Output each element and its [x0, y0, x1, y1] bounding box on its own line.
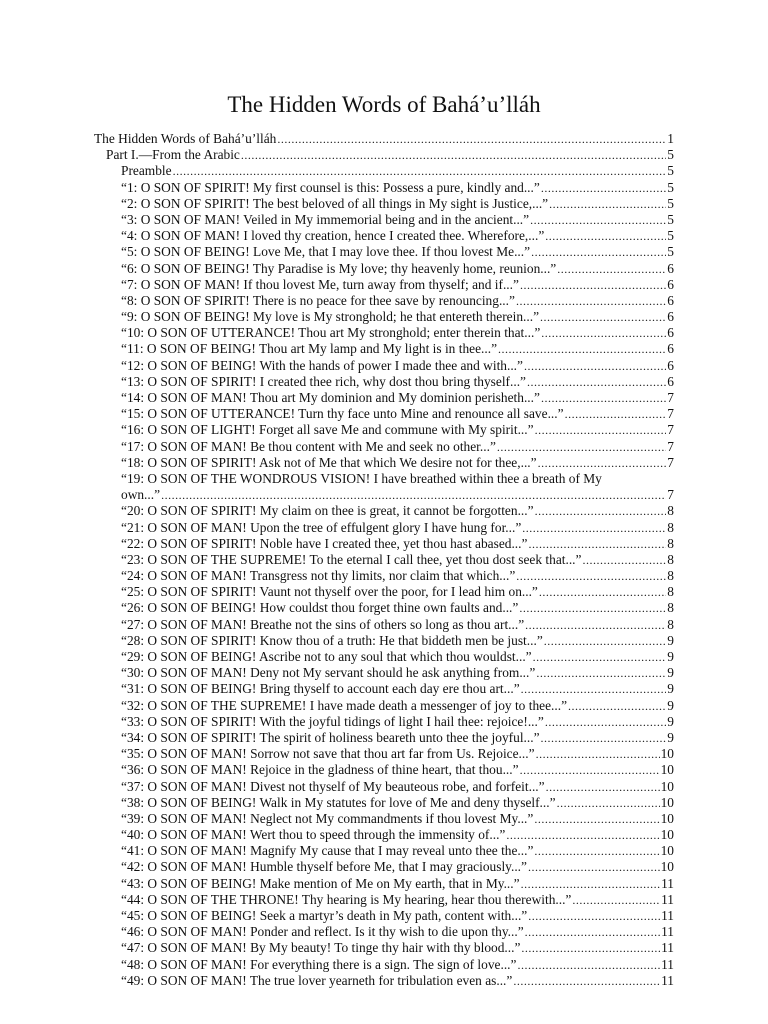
dot-leader: [521, 876, 661, 892]
toc-page-number: 11: [661, 924, 674, 940]
toc-entry[interactable]: [94, 795, 674, 811]
dot-leader: [557, 795, 660, 811]
dot-leader: [557, 261, 666, 277]
toc-page-number: 7: [667, 487, 674, 503]
toc-page-number: 7: [667, 438, 674, 454]
toc-entries-part-2: [94, 503, 674, 989]
dot-leader: [520, 277, 666, 293]
toc-page-number: 8: [667, 519, 674, 535]
toc-entry[interactable]: [94, 908, 674, 924]
toc-page-number: 11: [661, 940, 674, 956]
toc-entry-text: “30: O SON OF MAN! Deny not My servant should he ask anything from...”: [121, 665, 536, 681]
toc-entry-text: “20: O SON OF SPIRIT! My claim on thee is great, it cannot be forgotten...”: [121, 503, 534, 519]
toc-page-number: 5: [667, 244, 674, 260]
dot-leader: [173, 163, 667, 179]
dot-leader: [528, 908, 660, 924]
dot-leader: [517, 957, 660, 973]
toc-page-number: 10: [660, 746, 674, 762]
toc-entry-text: “22: O SON OF SPIRIT! Noble have I created thee, yet thou hast abased...”: [121, 535, 528, 551]
toc-page-number: 11: [661, 875, 674, 891]
toc-entry-text: “47: O SON OF MAN! By My beauty! To tinge thy hair with thy blood...”: [121, 940, 521, 956]
toc-entry-text: “1: O SON OF SPIRIT! My first counsel is this: Possess a pure, kindly and...”: [121, 179, 540, 195]
toc-entry-text: “17: O SON OF MAN! Be thou content with Me and seek no other...”: [121, 438, 496, 454]
toc-entry[interactable]: [94, 374, 674, 390]
dot-leader: [541, 325, 666, 341]
toc-entry[interactable]: [94, 633, 674, 649]
toc-entry-text: “9: O SON OF BEING! My love is My stronghold; he that entereth therein...”: [121, 309, 540, 325]
toc-entry-text: “43: O SON OF BEING! Make mention of Me on My earth, that in My...”: [121, 875, 520, 891]
toc-entry[interactable]: [94, 212, 674, 228]
dot-leader: [534, 811, 659, 827]
toc-entry[interactable]: [94, 859, 674, 875]
toc-entry[interactable]: [94, 568, 674, 584]
dot-leader: [582, 552, 666, 568]
toc-entry[interactable]: [94, 341, 674, 357]
toc-entry[interactable]: [94, 843, 674, 859]
toc-page-number: 6: [667, 373, 674, 389]
toc-page-number: 8: [667, 568, 674, 584]
toc-entry-text: “14: O SON OF MAN! Thou art My dominion and My dominion perisheth...”: [121, 390, 540, 405]
toc-entry[interactable]: [94, 924, 674, 940]
toc-page-number: 1: [667, 131, 674, 146]
toc-entry-text: “39: O SON OF MAN! Neglect not My commandments if thou lovest My...”: [121, 810, 534, 826]
dot-leader: [530, 212, 666, 228]
toc-entry[interactable]: [94, 277, 674, 293]
toc-entry[interactable]: [94, 503, 674, 519]
toc-page-number: 11: [661, 956, 674, 972]
toc-entry[interactable]: [94, 811, 674, 827]
toc-entry-text: “33: O SON OF SPIRIT! With the joyful tidings of light I hail thee: rejoice!...”: [121, 713, 544, 729]
dot-leader: [522, 520, 666, 536]
toc-entry[interactable]: [94, 406, 674, 422]
toc-entry-text: “36: O SON OF MAN! Rejoice in the gladness of thine heart, that thou...”: [121, 762, 519, 778]
toc-page-number: 9: [667, 681, 674, 697]
toc-entry-text: “11: O SON OF BEING! Thou art My lamp and My light is in thee...”: [121, 341, 498, 357]
toc-entry-text: “32: O SON OF THE SUPREME! I have made death a messenger of joy to thee...”: [121, 697, 568, 713]
toc-page-number: 8: [667, 535, 674, 551]
toc-entry-text: “16: O SON OF LIGHT! Forget all save Me and commune with My spirit...”: [121, 422, 534, 438]
toc-entry[interactable]: [94, 957, 674, 973]
toc-entry-text: “13: O SON OF SPIRIT! I created thee rich, why dost thou bring thyself...”: [121, 373, 526, 389]
dot-leader: [535, 422, 667, 438]
toc-page-number: 6: [667, 357, 674, 373]
toc-entry[interactable]: [94, 876, 674, 892]
toc-page-number: 6: [667, 341, 674, 357]
toc-entry-text: “26: O SON OF BEING! How couldst thou forget thine own faults and...”: [121, 600, 519, 616]
toc-page-number: 6: [667, 325, 674, 341]
dot-leader: [513, 973, 660, 989]
toc-page-number: 10: [660, 827, 674, 843]
dot-leader: [525, 617, 666, 633]
toc-page-number: 11: [661, 908, 674, 923]
toc-entry-text: “29: O SON OF BEING! Ascribe not to any soul that which thou wouldst...”: [121, 649, 532, 664]
dot-leader: [535, 503, 667, 519]
toc-entry-text: “35: O SON OF MAN! Sorrow not save that thou art far from Us. Rejoice...”: [121, 746, 535, 762]
dot-leader: [539, 584, 666, 600]
dot-leader: [521, 940, 660, 956]
toc-entry-text: “34: O SON OF SPIRIT! The spirit of holiness beareth unto thee the joyful...”: [121, 729, 540, 745]
toc-entry-text: “6: O SON OF BEING! Thy Paradise is My love; thy heavenly home, reunion...”: [121, 260, 557, 276]
dot-leader: [540, 309, 666, 325]
dot-leader: [277, 131, 666, 147]
dot-leader: [161, 487, 666, 503]
toc-entry[interactable]: [94, 180, 674, 196]
toc-entry-text: “48: O SON OF MAN! For everything there is a sign. The sign of love...”: [121, 956, 517, 972]
toc-entry-text: “10: O SON OF UTTERANCE! Thou art My stronghold; enter therein that...”: [121, 325, 541, 341]
dot-leader: [568, 698, 666, 714]
toc-page-number: 9: [667, 713, 674, 729]
toc-entry[interactable]: [94, 536, 674, 552]
toc-entries-part-1: [94, 131, 674, 471]
toc-entry[interactable]: [94, 762, 674, 778]
toc-entry-19-line2[interactable]: [94, 487, 674, 503]
toc-entry[interactable]: [94, 390, 674, 406]
toc-entry[interactable]: [94, 746, 674, 762]
toc-entry-text: “27: O SON OF MAN! Breathe not the sins of others so long as thou art...”: [121, 616, 525, 632]
toc-page-number: 7: [667, 454, 674, 470]
toc-page-number: 6: [667, 276, 674, 292]
toc-entry[interactable]: [94, 892, 674, 908]
toc-entry[interactable]: [94, 617, 674, 633]
toc-page-number: 10: [660, 843, 674, 859]
toc-entry[interactable]: [94, 681, 674, 697]
toc-entry[interactable]: [94, 131, 674, 147]
toc-page-number: 8: [667, 616, 674, 632]
dot-leader: [565, 406, 667, 422]
toc-entry-text: “31: O SON OF BEING! Bring thyself to account each day ere thou art...”: [121, 681, 520, 697]
toc-page-number: 11: [661, 972, 674, 988]
dot-leader: [506, 827, 659, 843]
dot-leader: [536, 665, 666, 681]
toc-page-number: 8: [667, 600, 674, 616]
toc-entry[interactable]: [94, 244, 674, 260]
toc-page-number: 9: [667, 649, 674, 664]
toc-page-number: 11: [661, 891, 674, 907]
toc-page-number: 9: [667, 632, 674, 648]
toc-page-number: 5: [667, 179, 674, 195]
toc-entry[interactable]: [94, 196, 674, 212]
toc-page-number: 8: [667, 551, 674, 567]
toc-entry-text: “15: O SON OF UTTERANCE! Turn thy face unto Mine and renounce all save...”: [121, 406, 564, 422]
toc-page-number: 10: [660, 778, 674, 794]
dot-leader: [549, 196, 666, 212]
dot-leader: [538, 455, 667, 471]
toc-page-number: 6: [667, 260, 674, 276]
toc-page-number: 10: [660, 810, 674, 826]
toc-page-number: 7: [667, 422, 674, 438]
page-title: The Hidden Words of Bahá’u’lláh: [227, 92, 541, 117]
toc-entry-text: “37: O SON OF MAN! Divest not thyself of My beauteous robe, and forfeit...”: [121, 778, 545, 794]
dot-leader: [525, 924, 660, 940]
toc-entry-text: The Hidden Words of Bahá’u’lláh: [94, 131, 277, 146]
toc-entry[interactable]: [94, 940, 674, 956]
toc-entry-text: “5: O SON OF BEING! Love Me, that I may love thee. If thou lovest Me...”: [121, 244, 531, 260]
toc-entry[interactable]: [94, 584, 674, 600]
toc-entry-text: “46: O SON OF MAN! Ponder and reflect. Is it thy wish to die upon thy...”: [121, 924, 524, 940]
toc-entry[interactable]: [94, 163, 674, 179]
toc-entry-text: “19: O SON OF THE WONDROUS VISION! I have breathed within thee a breath of My: [121, 470, 602, 486]
dot-leader: [497, 439, 666, 455]
toc-entry-text: “38: O SON OF BEING! Walk in My statutes for love of Me and deny thyself...”: [121, 794, 556, 810]
toc-entry[interactable]: [94, 520, 674, 536]
toc-page-number: 9: [667, 729, 674, 745]
toc-entry[interactable]: [94, 600, 674, 616]
dot-leader: [544, 633, 667, 649]
toc-entry[interactable]: [94, 439, 674, 455]
toc-entry[interactable]: [94, 649, 674, 665]
toc-entry[interactable]: [94, 730, 674, 746]
toc-page-number: 10: [660, 794, 674, 810]
dot-leader: [498, 341, 666, 357]
toc-entry[interactable]: [94, 325, 674, 341]
toc-entry-text: “25: O SON OF SPIRIT! Vaunt not thyself over the poor, for I lead him on...”: [121, 584, 538, 600]
dot-leader: [536, 746, 660, 762]
toc-page-number: 5: [667, 147, 674, 163]
toc-page-number: 7: [667, 390, 674, 405]
toc-entry[interactable]: [94, 779, 674, 795]
dot-leader: [524, 358, 666, 374]
dot-leader: [521, 681, 667, 697]
dot-leader: [528, 536, 666, 552]
toc-entry-text: “24: O SON OF MAN! Transgress not thy limits, nor claim that which...”: [121, 568, 516, 584]
toc-entry[interactable]: [94, 261, 674, 277]
toc-page-number: 5: [667, 195, 674, 211]
toc-entry-text: “23: O SON OF THE SUPREME! To the eternal I call thee, yet thou dost seek that...”: [121, 551, 582, 567]
toc-page-number: 8: [667, 584, 674, 600]
toc-entry[interactable]: [94, 147, 674, 163]
dot-leader: [520, 762, 660, 778]
dot-leader: [531, 244, 666, 260]
table-of-contents: [94, 131, 674, 989]
dot-leader: [519, 600, 666, 616]
toc-entry-text: “42: O SON OF MAN! Humble thyself before Me, that I may graciously...”: [121, 859, 527, 875]
toc-page-number: 5: [667, 228, 674, 244]
dot-leader: [546, 779, 660, 795]
toc-page-number: 9: [667, 665, 674, 681]
toc-page-number: 5: [667, 211, 674, 227]
toc-entry-text: Preamble: [121, 163, 172, 179]
toc-entry[interactable]: [94, 455, 674, 471]
toc-entry-text: “12: O SON OF BEING! With the hands of power I made thee and with...”: [121, 357, 523, 373]
dot-leader: [572, 892, 660, 908]
dot-leader: [527, 374, 666, 390]
toc-page-number: 9: [667, 697, 674, 713]
toc-entry-text: “41: O SON OF MAN! Magnify My cause that I may reveal unto thee the...”: [121, 843, 534, 859]
toc-entry[interactable]: [94, 358, 674, 374]
dot-leader: [545, 714, 666, 730]
dot-leader: [241, 147, 666, 163]
toc-entry-text: “49: O SON OF MAN! The true lover yearneth for tribulation even as...”: [121, 972, 513, 988]
toc-entry[interactable]: [94, 827, 674, 843]
toc-entry-text: “3: O SON OF MAN! Veiled in My immemorial being and in the ancient...”: [121, 211, 530, 227]
toc-entry[interactable]: [94, 698, 674, 714]
dot-leader: [541, 390, 666, 406]
dot-leader: [534, 843, 659, 859]
toc-entry[interactable]: [94, 228, 674, 244]
toc-entry-text: “45: O SON OF BEING! Seek a martyr’s death in My path, content with...”: [121, 908, 528, 923]
dot-leader: [541, 730, 667, 746]
dot-leader: [541, 180, 666, 196]
toc-page-number: 10: [660, 762, 674, 778]
toc-entry-text: “21: O SON OF MAN! Upon the tree of effulgent glory I have hung for...”: [121, 519, 522, 535]
toc-entry-text: “2: O SON OF SPIRIT! The best beloved of all things in My sight is Justice,...”: [121, 195, 549, 211]
toc-entry-text: “40: O SON OF MAN! Wert thou to speed through the immensity of...”: [121, 827, 506, 843]
toc-page-number: 5: [667, 163, 674, 179]
toc-entry-text: own...”: [121, 487, 161, 503]
toc-entry[interactable]: [94, 973, 674, 989]
toc-entry-text: “44: O SON OF THE THRONE! Thy hearing is My hearing, hear thou therewith...”: [121, 891, 572, 907]
toc-entry-text: Part I.—From the Arabic: [106, 147, 240, 163]
dot-leader: [516, 568, 666, 584]
dot-leader: [516, 293, 666, 309]
toc-entry-text: “7: O SON OF MAN! If thou lovest Me, turn away from thyself; and if...”: [121, 276, 519, 292]
dot-leader: [533, 649, 667, 665]
toc-entry[interactable]: [94, 309, 674, 325]
toc-entry[interactable]: [94, 552, 674, 568]
toc-entry[interactable]: [94, 714, 674, 730]
toc-page-number: 6: [667, 292, 674, 308]
toc-page-number: 10: [660, 859, 674, 875]
toc-entry-text: “18: O SON OF SPIRIT! Ask not of Me that which We desire not for thee,...”: [121, 454, 537, 470]
toc-page-number: 7: [667, 406, 674, 422]
toc-entry-text: “4: O SON OF MAN! I loved thy creation, hence I created thee. Wherefore,...”: [121, 228, 545, 244]
toc-entry[interactable]: [94, 293, 674, 309]
toc-entry[interactable]: [94, 422, 674, 438]
dot-leader: [545, 228, 666, 244]
toc-entry[interactable]: [94, 665, 674, 681]
toc-entry-19-line1[interactable]: [94, 471, 674, 487]
toc-entry-text: “8: O SON OF SPIRIT! There is no peace for thee save by renouncing...”: [121, 292, 515, 308]
toc-page-number: 6: [667, 309, 674, 325]
toc-entry-text: “28: O SON OF SPIRIT! Know thou of a truth: He that biddeth men be just...”: [121, 632, 543, 648]
toc-page-number: 8: [667, 503, 674, 519]
dot-leader: [528, 859, 660, 875]
